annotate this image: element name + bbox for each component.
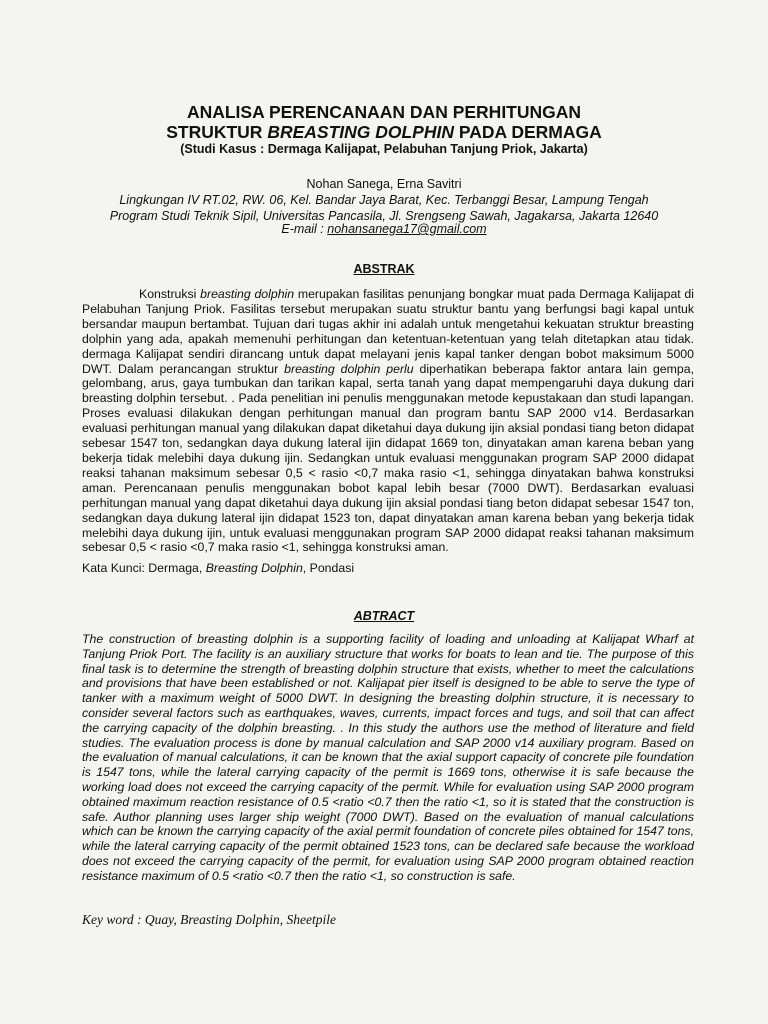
key-word-values: : Quay, Breasting Dolphin, Sheetpile [133, 912, 336, 927]
title-line-2-italic: BREASTING DOLPHIN [267, 122, 454, 142]
affiliation-line-1: Lingkungan IV RT.02, RW. 06, Kel. Bandar Jaya Barat, Kec. Terbanggi Besar, Lampung Tengah [119, 193, 649, 207]
key-word-label: Key word [82, 912, 134, 927]
kata-kunci-italic: Breasting Dolphin [205, 561, 303, 575]
title-line-1: ANALISA PERENCANAAN DAN PERHITUNGAN [186, 102, 582, 122]
subtitle: (Studi Kasus : Dermaga Kalijapat, Pelabuhan Tanjung Priok, Jakarta) [180, 142, 588, 156]
email-label: E-mail : [281, 222, 328, 236]
abstrak-s3: diperhatikan beberapa faktor antara lain gempa, gelombang, arus, gaya tumbukan dan tarikan kapal, serta tanah yang dapat mempengaruhi daya dukung dari breasting dolphin tersebut. . Pada penelitian ini penulis menggunakan metode kepustakaan dan studi lapangan. Proses evaluasi dilakukan dengan perhitungan manual dan program bantu SAP 2000 v14. Berdasarkan evaluasi perhitungan manual yang dilakukan dapat diketahui daya dukung ijin aksial pondasi tiang beton didapat sebesar 1547 ton, sedangkan daya dukung lateral ijin didapat 1669 ton, dinyatakan aman karena beban yang bekerja tidak melebihi daya dukung ijin. Sedangkan untuk evaluasi menggunakan program SAP 2000 didapat reaksi tahanan maksimum sebesar 0,5 < rasio <0,7 maka rasio <1, sehingga dinyatakan bahwa konstruksi aman. Perencanaan penulis menggunakan bobot kapal lebih besar (7000 DWT). Berdasarkan evaluasi perhitungan manual yang dapat diketahui daya dukung ijin aksial pondasi tiang beton didapat sebesar 1547 ton, sedangkan daya dukung lateral ijin didapat 1523 ton, dapat dinyatakan aman karena beban yang bekerja tidak melebihi daya dukung ijin, untuk evaluasi menggunakan program SAP 2000 didapat reaksi tahanan maksimum sebesar 0,5 < rasio <0,7 maka rasio <1, sehingga konstruksi aman. [82, 361, 694, 555]
title-line-2-post: PADA DERMAGA [454, 122, 602, 142]
abstrak-s2: merupakan fasilitas penunjang bongkar muat pada Dermaga Kalijapat di Pelabuhan Tanjung Priok. Fasilitas tersebut merupakan suatu struktur bantu yang berfungsi bagi kapal untuk bersandar maupun bertambat. Tujuan dari tugas akhir ini adalah untuk mengetahui kekuatan struktur breasting dolphin yang ada, apakah memenuhi perhitungan dan ketentuan-ketentuan yang telah ditetapkan atau tidak. dermaga Kalijapat sendiri dirancang untuk dapat melayani jenis kapal tanker dengan bobot maksimum 5000 DWT. Dalam perancangan struktur [82, 287, 694, 376]
abtract-body: The construction of breasting dolphin is a supporting facility of loading and unloading at Kalijapat Wharf at Tanjung Priok Port. The facility is an auxiliary structure that works for boats to lean and tie. The purpose of this final task is to determine the strength of breasting dolphin structure that exists, whether to meet the calculations and provisions that have been established or not. Kalijapat pier itself is designed to be able to serve the type of tanker with a maximum weight of 5000 DWT. In designing the breasting dolphin structure, it is necessary to consider several factors such as earthquakes, waves, currents, impact forces and tugs, and soil that can affect the carrying capacity of the dolphin breasting. . In this study the authors use the method of literature and field studies. The evaluation process is done by manual calculation and SAP 2000 v14 auxiliary program. Based on the evaluation of manual calculations, it can be known that the axial support capacity of concrete pile foundation is 1547 tons, while the lateral carrying capacity of the permit is 1669 tons, otherwise it is safe because the working load does not exceed the carrying capacity of the permit. While for evaluation using SAP 2000 program obtained maximum reaction resistance of 0.5 <ratio <0.7 then the ratio <1, so it is stated that the construction is safe. Author planning uses larger ship weight (7000 DWT). Based on the evaluation of manual calculations which can be known the carrying capacity of the axial permit foundation of concrete piles obtained for 1547 tons, while the lateral carrying capacity of the permit obtained 1523 tons, can be declared safe because the workload does not exceed the carrying capacity of the permit, for evaluation using SAP 2000 program obtained reaction resistance maximum of 0.5 <ratio <0.7 then the ratio <1, so construction is safe. [82, 632, 694, 883]
kata-kunci-post: , Pondasi [302, 561, 355, 575]
email-link[interactable]: nohansanega17@gmail.com [327, 222, 487, 236]
kata-kunci [82, 561, 694, 576]
authors: Nohan Sanega, Erna Savitri [306, 177, 462, 191]
abstrak-s2-italic: breasting dolphin perlu [284, 361, 414, 376]
title-line-2 [0, 122, 768, 143]
affiliation-line-2: Program Studi Teknik Sipil, Universitas Pancasila, Jl. Srengseng Sawah, Jagakarsa, Jakarta 12640 [109, 209, 659, 223]
abstrak-s1: Konstruksi [139, 287, 201, 301]
kata-kunci-label: Kata Kunci: Dermaga, [82, 561, 206, 575]
abstrak-body [82, 287, 694, 555]
abstrak-heading: ABSTRAK [353, 262, 415, 276]
abtract-heading: ABTRACT [353, 609, 415, 623]
abstrak-s1-italic: breasting dolphin [200, 287, 295, 301]
title-line-2-pre: STRUKTUR [166, 122, 268, 142]
email-line [0, 222, 768, 236]
key-word [82, 912, 694, 928]
